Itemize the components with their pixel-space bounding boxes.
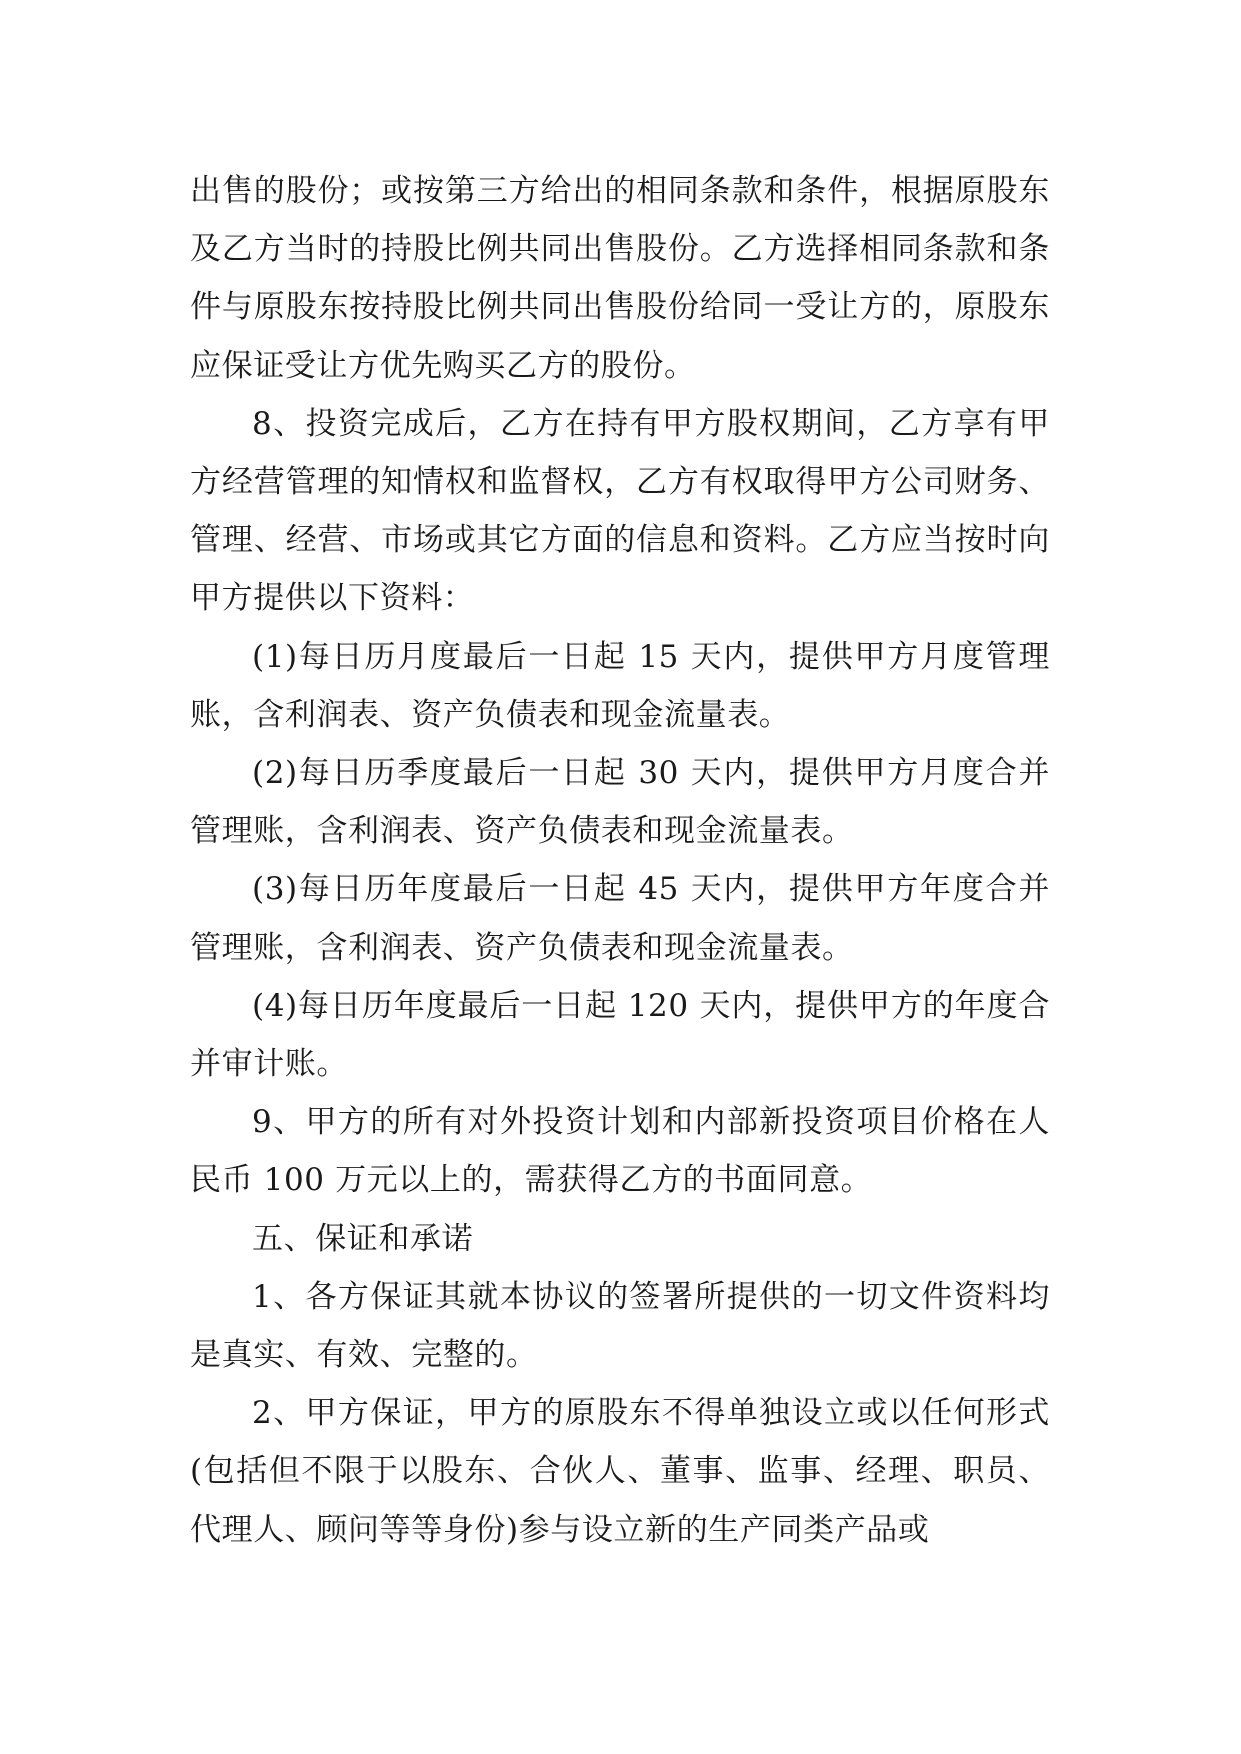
paragraph-clause-8-information-rights: 8、投资完成后，乙方在持有甲方股权期间，乙方享有甲方经营管理的知情权和监督权，乙方有权取得甲方公司财务、管理、经营、市场或其它方面的信息和资料。乙方应当按时向甲方提供以下资料： bbox=[190, 405, 1050, 617]
section-heading-warranties: 五、保证和承诺 bbox=[252, 1220, 474, 1257]
paragraph-warranty-2-non-compete: 2、甲方保证，甲方的原股东不得单独设立或以任何形式(包括但不限于以股东、合伙人、董事、监事、经理、职员、代理人、顾问等等身份)参与设立新的生产同类产品或 bbox=[190, 1395, 1050, 1548]
paragraph-warranty-1-documents: 1、各方保证其就本协议的签署所提供的一切文件资料均是真实、有效、完整的。 bbox=[190, 1278, 1050, 1374]
document-body bbox=[190, 162, 1050, 1559]
paragraph-item-2-quarterly-accounts: (2)每日历季度最后一日起 30 天内，提供甲方月度合并管理账，含利润表、资产负债表和现金流量表。 bbox=[190, 755, 1050, 850]
paragraph-clause-9-investment-approval: 9、甲方的所有对外投资计划和内部新投资项目价格在人民币 100 万元以上的，需获得乙方的书面同意。 bbox=[190, 1104, 1050, 1199]
paragraph-item-4-audited-accounts: (4)每日历年度最后一日起 120 天内，提供甲方的年度合并审计账。 bbox=[190, 987, 1050, 1083]
paragraph-item-1-monthly-accounts: (1)每日历月度最后一日起 15 天内，提供甲方月度管理账，含利润表、资产负债表和现金流量表。 bbox=[190, 638, 1050, 733]
paragraph-share-sale-continuation: 出售的股份；或按第三方给出的相同条款和条件，根据原股东及乙方当时的持股比例共同出售股份。乙方选择相同条款和条件与原股东按持股比例共同出售股份给同一受让方的，原股东应保证受让方优先购买乙方的股份。 bbox=[190, 173, 1050, 384]
paragraph-item-3-annual-accounts: (3)每日历年度最后一日起 45 天内，提供甲方年度合并管理账，含利润表、资产负债表和现金流量表。 bbox=[190, 871, 1050, 966]
